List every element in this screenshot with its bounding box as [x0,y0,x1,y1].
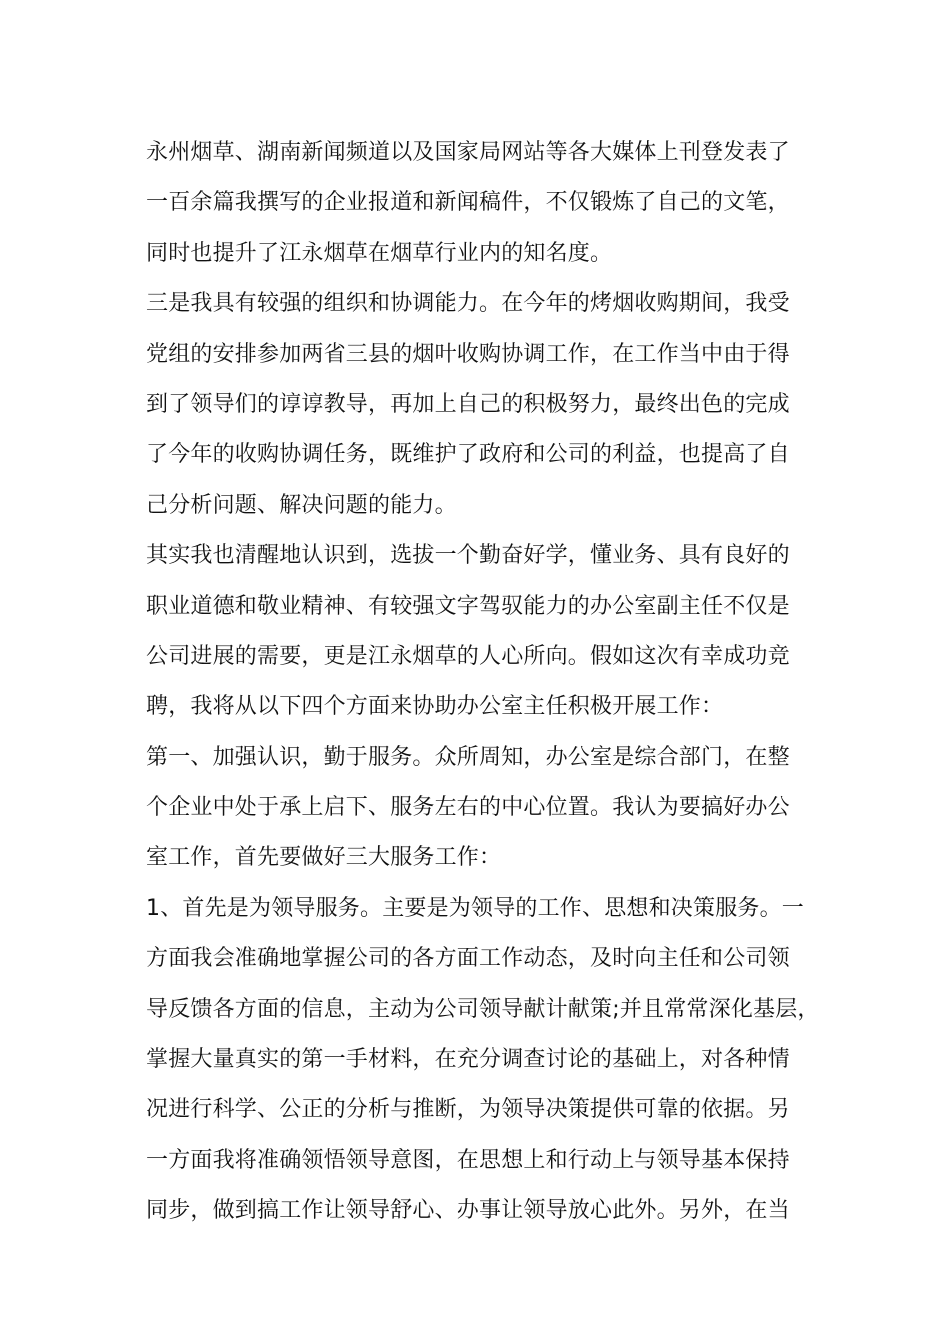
text-line: 党组的安排参加两省三县的烟叶收购协调工作，在工作当中由于得 [146,341,790,367]
text-line: 聘，我将从以下四个方面来协助办公室主任积极开展工作： [146,694,724,720]
text-line: 己分析问题、解决问题的能力。 [146,492,457,518]
text-line: 室工作，首先要做好三大服务工作： [146,845,502,871]
text-line: 个企业中处于承上启下、服务左右的中心位置。我认为要搞好办公 [146,795,790,821]
body-text [146,132,826,1241]
text-line: 方面我会准确地掌握公司的各方面工作动态，及时向主任和公司领 [146,946,790,972]
text-line: 三是我具有较强的组织和协调能力。在今年的烤烟收购期间，我受 [146,291,790,317]
text-line: 一百余篇我撰写的企业报道和新闻稿件，不仅锻炼了自己的文笔， [146,190,790,216]
text-line: 其实我也清醒地认识到，选拔一个勤奋好学，懂业务、具有良好的 [146,543,790,569]
text-line: 第一、加强认识，勤于服务。众所周知，办公室是综合部门，在整 [146,744,790,770]
text-line: 同时也提升了江永烟草在烟草行业内的知名度。 [146,240,613,266]
text-line: 一方面我将准确领悟领导意图，在思想上和行动上与领导基本保持 [146,1147,790,1173]
text-line: 公司进展的需要，更是江永烟草的人心所向。假如这次有幸成功竞 [146,643,790,669]
text-line: 永州烟草、湖南新闻频道以及国家局网站等各大媒体上刊登发表了 [146,140,790,165]
text-line: 了今年的收购协调任务，既维护了政府和公司的利益，也提高了自 [146,442,790,468]
text-line: 导反馈各方面的信息，主动为公司领导献计献策;并且常常深化基层， [146,996,820,1022]
text-line: 到了领导们的谆谆教导，再加上自己的积极努力，最终出色的完成 [146,391,790,417]
text-line: 1、首先是为领导服务。主要是为领导的工作、思想和决策服务。一 [146,895,804,921]
text-line: 职业道德和敬业精神、有较强文字驾驭能力的办公室副主任不仅是 [146,593,790,619]
text-line: 同步，做到搞工作让领导舒心、办事让领导放心此外。另外，在当 [146,1198,790,1224]
text-line: 掌握大量真实的第一手材料，在充分调查讨论的基础上，对各种情 [146,1047,790,1073]
text-line: 况进行科学、公正的分析与推断，为领导决策提供可靠的依据。另 [146,1097,790,1123]
